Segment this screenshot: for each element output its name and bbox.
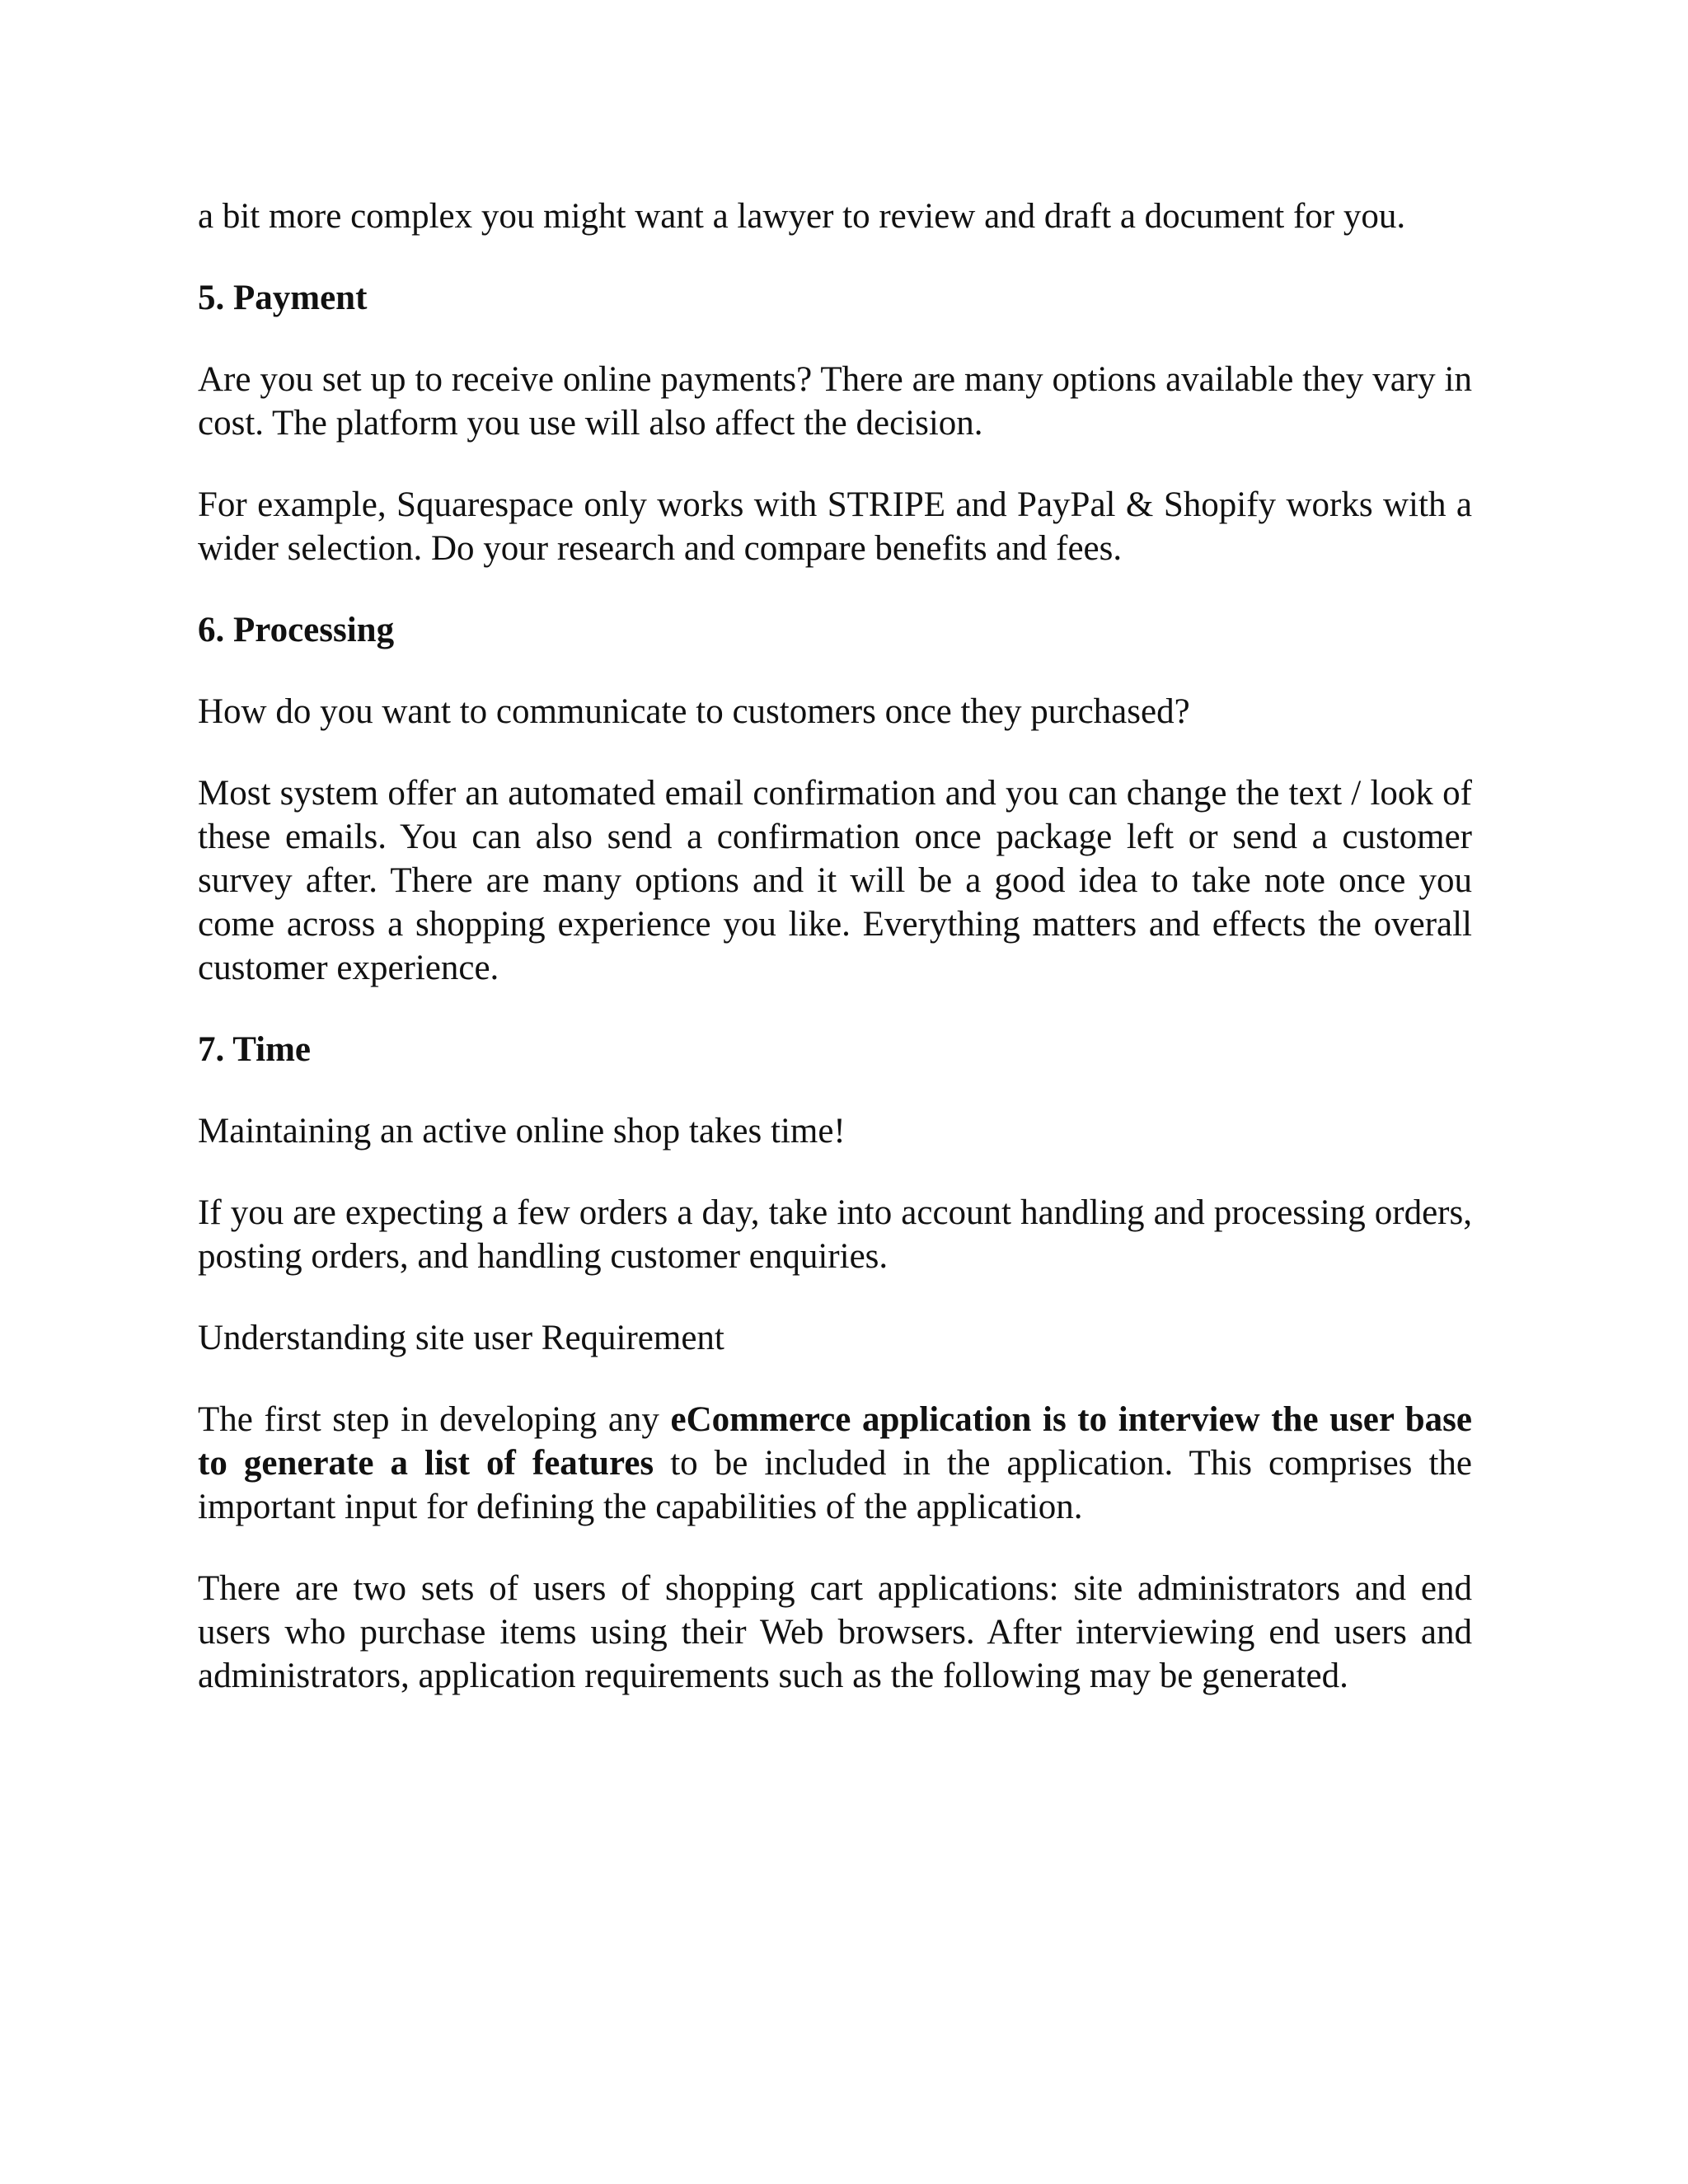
processing-paragraph-1: How do you want to communicate to customers once they purchased? (198, 692, 1190, 731)
requirements-paragraph-1 (198, 1398, 1472, 1529)
requirements-para1-end: to be included in the application. This comprises the important input for defining the capabilities of the application. (198, 1444, 1472, 1526)
section-heading-time: 7. Time (198, 1030, 311, 1069)
requirements-para1-bold: eCommerce application is to interview the user base to generate a list of features (198, 1400, 1472, 1483)
requirements-paragraph-2: There are two sets of users of shopping cart applications: site administrators and end users who purchase items using their Web browsers. After interviewing end users and administrators, application requirements such as the following may be generated. (198, 1569, 1472, 1695)
section-heading-processing: 6. Processing (198, 611, 395, 649)
time-paragraph-2: If you are expecting a few orders a day, take into account handling and processing orders, posting orders, and handling customer enquiries. (198, 1193, 1472, 1276)
time-paragraph-1: Maintaining an active online shop takes time! (198, 1112, 846, 1151)
requirements-heading: Understanding site user Requirement (198, 1319, 724, 1357)
requirements-para1-start: The first step in developing any (198, 1400, 671, 1439)
document-body (198, 194, 1472, 1698)
payment-paragraph-2: For example, Squarespace only works with STRIPE and PayPal & Shopify works with a wider selection. Do your research and compare benefits and fees. (198, 485, 1472, 568)
payment-paragraph-1: Are you set up to receive online payments? There are many options available they vary in cost. The platform you use will also affect the decision. (198, 360, 1472, 443)
processing-paragraph-2: Most system offer an automated email confirmation and you can change the text / look of these emails. You can also send a confirmation once package left or send a customer survey after. There are many options and it will be a good idea to take note once you come across a shopping experience you like. Everything matters and effects the overall customer experience. (198, 774, 1472, 987)
section-heading-payment: 5. Payment (198, 279, 368, 317)
intro-paragraph: a bit more complex you might want a lawyer to review and draft a document for you. (198, 197, 1406, 236)
